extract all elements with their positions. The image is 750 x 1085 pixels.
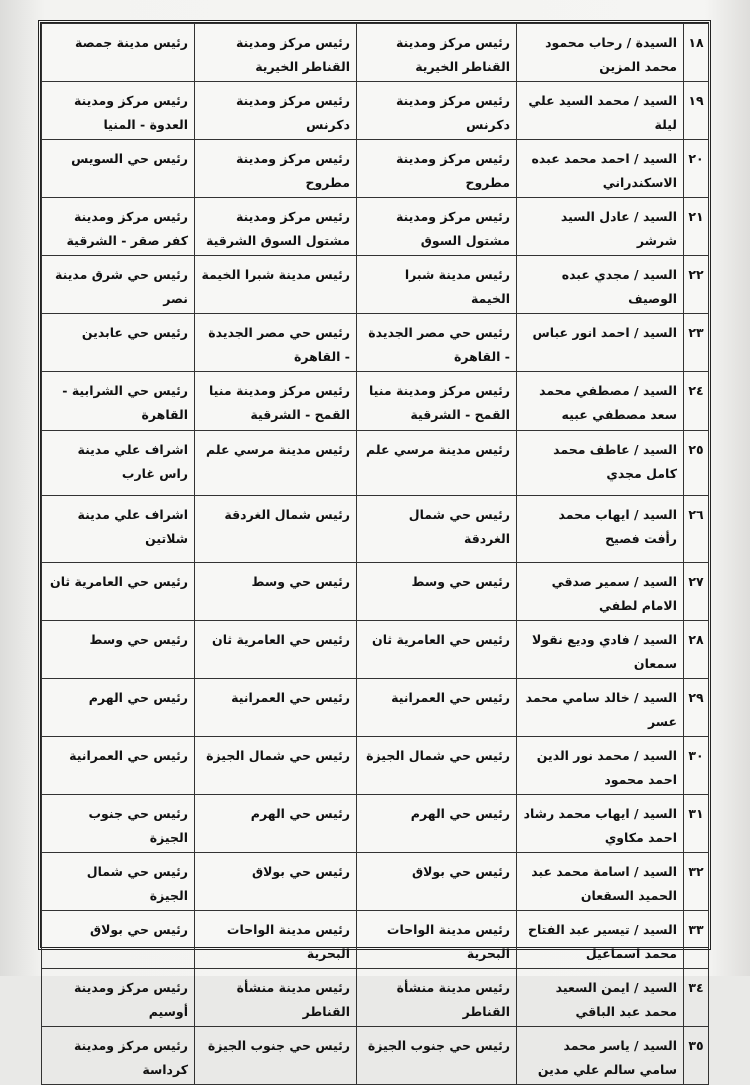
table-row — [42, 853, 709, 911]
previous-position: رئيس حي العامرية ثان — [195, 621, 357, 679]
current-position: رئيس مركز ومدينة منيا القمح - الشرقية — [357, 372, 517, 431]
current-position: رئيس مركز ومدينة القناطر الخيرية — [357, 24, 517, 82]
row-number: ٢٦ — [684, 496, 709, 563]
table-row — [42, 911, 709, 969]
table-row — [42, 198, 709, 256]
employee-name: السيد / محمد نور الدين احمد محمود — [517, 737, 684, 795]
employee-name: السيد / مصطفي محمد سعد مصطفي عبيه — [517, 372, 684, 431]
new-assignment: رئيس مركز ومدينة العدوة - المنيا — [42, 82, 195, 140]
table-row — [42, 82, 709, 140]
new-assignment: رئيس حي بولاق — [42, 911, 195, 969]
row-number: ١٩ — [684, 82, 709, 140]
table-body — [42, 24, 709, 1085]
new-assignment: رئيس حي الشرابية - القاهرة — [42, 372, 195, 431]
new-assignment: رئيس حي وسط — [42, 621, 195, 679]
new-assignment: اشراف علي مدينة شلاتين — [42, 496, 195, 563]
previous-position: رئيس حي العمرانية — [195, 679, 357, 737]
table-row — [42, 431, 709, 496]
previous-position: رئيس مركز ومدينة القناطر الخيرية — [195, 24, 357, 82]
employee-name: السيد / عادل السيد شرشر — [517, 198, 684, 256]
previous-position: رئيس مدينة الواحات البحرية — [195, 911, 357, 969]
table-row — [42, 496, 709, 563]
previous-position: رئيس مدينة شبرا الخيمة — [195, 256, 357, 314]
employee-name: السيد / احمد محمد عبده الاسكندراني — [517, 140, 684, 198]
previous-position: رئيس مركز ومدينة مشتول السوق الشرقية — [195, 198, 357, 256]
current-position: رئيس حي شمال الغردقة — [357, 496, 517, 563]
current-position: رئيس مدينة مرسي علم — [357, 431, 517, 496]
current-position: رئيس حي العمرانية — [357, 679, 517, 737]
new-assignment: رئيس حي شرق مدينة نصر — [42, 256, 195, 314]
previous-position: رئيس حي مصر الجديدة - القاهرة — [195, 314, 357, 372]
table-row — [42, 314, 709, 372]
new-assignment: رئيس مركز ومدينة كفر صقر - الشرقية — [42, 198, 195, 256]
row-number: ٢٨ — [684, 621, 709, 679]
employee-name: السيد / اسامة محمد عبد الحميد السقعان — [517, 853, 684, 911]
current-position: رئيس حي العامرية ثان — [357, 621, 517, 679]
row-number: ٢١ — [684, 198, 709, 256]
current-position: رئيس حي شمال الجيزة — [357, 737, 517, 795]
previous-position: رئيس شمال الغردقة — [195, 496, 357, 563]
previous-position: رئيس حي جنوب الجيزة — [195, 1027, 357, 1085]
previous-position: رئيس حي الهرم — [195, 795, 357, 853]
current-position: رئيس حي جنوب الجيزة — [357, 1027, 517, 1085]
table-row — [42, 737, 709, 795]
table-row — [42, 256, 709, 314]
employee-name: السيد / ايهاب محمد رشاد احمد مكاوي — [517, 795, 684, 853]
row-number: ٣٢ — [684, 853, 709, 911]
row-number: ٢٩ — [684, 679, 709, 737]
employee-name: السيد / ايمن السعيد محمد عبد الباقي — [517, 969, 684, 1027]
employee-name: السيد / احمد انور عباس — [517, 314, 684, 372]
table-row — [42, 140, 709, 198]
assignments-table — [41, 23, 709, 1085]
employee-name: السيدة / رحاب محمود محمد المزين — [517, 24, 684, 82]
previous-position: رئيس حي وسط — [195, 563, 357, 621]
row-number: ٢٧ — [684, 563, 709, 621]
current-position: رئيس مدينة الواحات البحرية — [357, 911, 517, 969]
table-row — [42, 969, 709, 1027]
table-row — [42, 563, 709, 621]
new-assignment: رئيس حي العمرانية — [42, 737, 195, 795]
current-position: رئيس حي مصر الجديدة - القاهرة — [357, 314, 517, 372]
row-number: ٢٥ — [684, 431, 709, 496]
current-position: رئيس مدينة منشأة القناطر — [357, 969, 517, 1027]
row-number: ٢٤ — [684, 372, 709, 431]
table-row — [42, 679, 709, 737]
row-number: ٢٣ — [684, 314, 709, 372]
employee-name: السيد / فادي وديع نقولا سمعان — [517, 621, 684, 679]
current-position: رئيس مدينة شبرا الخيمة — [357, 256, 517, 314]
current-position: رئيس مركز ومدينة مطروح — [357, 140, 517, 198]
table-row — [42, 24, 709, 82]
employee-name: السيد / خالد سامي محمد عسر — [517, 679, 684, 737]
employee-name: السيد / عاطف محمد كامل مجدي — [517, 431, 684, 496]
new-assignment: رئيس حي عابدين — [42, 314, 195, 372]
new-assignment: اشراف علي مدينة راس غارب — [42, 431, 195, 496]
new-assignment: رئيس حي العامرية ثان — [42, 563, 195, 621]
previous-position: رئيس مركز ومدينة دكرنس — [195, 82, 357, 140]
current-position: رئيس حي الهرم — [357, 795, 517, 853]
new-assignment: رئيس مركز ومدينة أوسيم — [42, 969, 195, 1027]
table-row — [42, 621, 709, 679]
employee-name: السيد / مجدي عبده الوصيف — [517, 256, 684, 314]
new-assignment: رئيس حي الهرم — [42, 679, 195, 737]
row-number: ٢٠ — [684, 140, 709, 198]
new-assignment: رئيس حي جنوب الجيزة — [42, 795, 195, 853]
table-frame — [38, 20, 711, 1077]
previous-position: رئيس مركز ومدينة منيا القمح - الشرقية — [195, 372, 357, 431]
employee-name: السيد / سمير صدقي الامام لطفي — [517, 563, 684, 621]
current-position: رئيس حي بولاق — [357, 853, 517, 911]
row-number: ٣١ — [684, 795, 709, 853]
previous-position: رئيس مدينة منشأة القناطر — [195, 969, 357, 1027]
new-assignment: رئيس حي السويس — [42, 140, 195, 198]
previous-position: رئيس مركز ومدينة مطروح — [195, 140, 357, 198]
previous-position: رئيس مدينة مرسي علم — [195, 431, 357, 496]
row-number: ٢٢ — [684, 256, 709, 314]
previous-position: رئيس حي بولاق — [195, 853, 357, 911]
current-position: رئيس مركز ومدينة دكرنس — [357, 82, 517, 140]
new-assignment: رئيس مدينة جمصة — [42, 24, 195, 82]
row-number: ٣٤ — [684, 969, 709, 1027]
current-position: رئيس مركز ومدينة مشتول السوق — [357, 198, 517, 256]
new-assignment: رئيس مركز ومدينة كرداسة — [42, 1027, 195, 1085]
row-number: ٣٥ — [684, 1027, 709, 1085]
table-row — [42, 795, 709, 853]
employee-name: السيد / ايهاب محمد رأفت فصيح — [517, 496, 684, 563]
table-row — [42, 1027, 709, 1085]
new-assignment: رئيس حي شمال الجيزة — [42, 853, 195, 911]
employee-name: السيد / تيسير عبد الفتاح محمد اسماعيل — [517, 911, 684, 969]
current-position: رئيس حي وسط — [357, 563, 517, 621]
employee-name: السيد / محمد السيد علي ليلة — [517, 82, 684, 140]
row-number: ٣٠ — [684, 737, 709, 795]
row-number: ١٨ — [684, 24, 709, 82]
employee-name: السيد / ياسر محمد سامي سالم علي مدين — [517, 1027, 684, 1085]
row-number: ٣٣ — [684, 911, 709, 969]
table-row — [42, 372, 709, 431]
previous-position: رئيس حي شمال الجيزة — [195, 737, 357, 795]
